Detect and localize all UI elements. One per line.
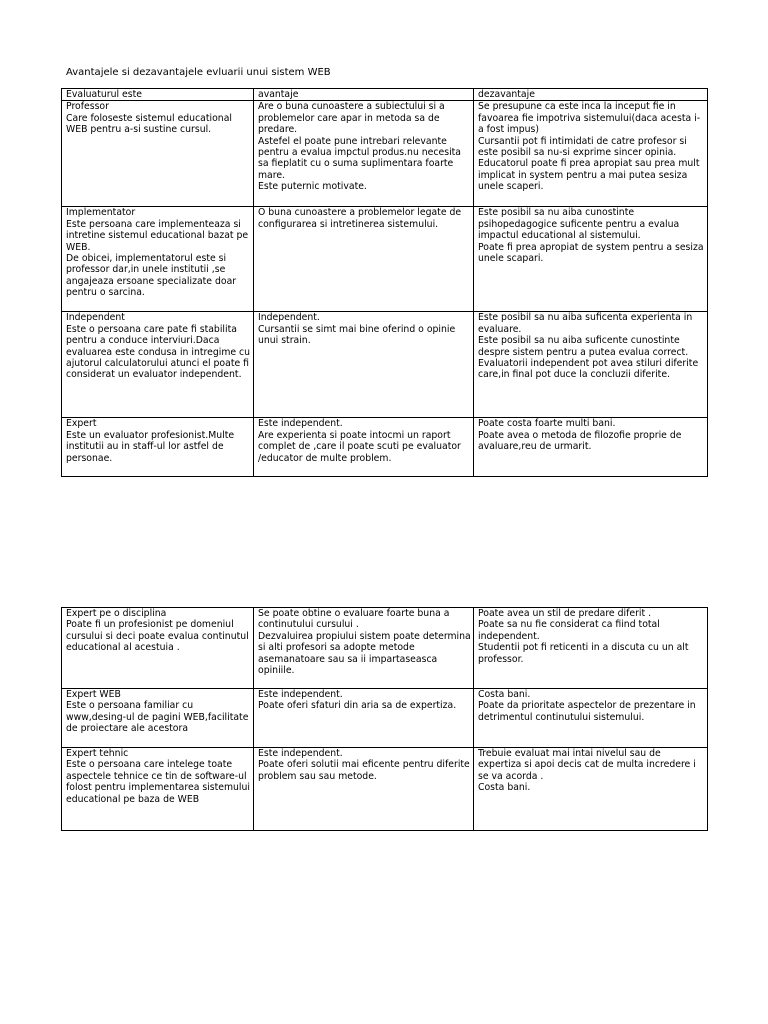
disadvantages-cell: Costa bani. Poate da prioritate aspectelor de prezentare in detrimentul continutului sistemului. — [474, 689, 708, 748]
advantages-cell: O buna cunoastere a problemelor legate de configurarea si intretinerea sistemului. — [254, 207, 474, 312]
advantages-cell: Se poate obtine o evaluare foarte buna a continutului cursului . Dezvaluirea propiului sistem poate determina si alti profesori sa adopte metode asemanatoare sau sa ii impartaseasca opiniile. — [254, 608, 474, 689]
table-row — [62, 748, 708, 831]
role-cell: Expert tehnic Este o persoana care intelege toate aspectele tehnice ce tin de software-ul folost pentru implementarea sistemului educational pe baza de WEB — [62, 748, 254, 831]
role-cell: Expert Este un evaluator profesionist.Multe institutii au in staff-ul lor astfel de personae. — [62, 418, 254, 477]
table-row — [62, 207, 708, 312]
advantages-cell: Este independent. Poate oferi solutii mai eficente pentru diferite problem sau sau metode. — [254, 748, 474, 831]
disadvantages-cell: Este posibil sa nu aiba cunostinte psihopedagogice suficente pentru a evalua impactul educational al sistemului. Poate fi prea apropiat de system pentru a sesiza unele scapari. — [474, 207, 708, 312]
table-row — [62, 312, 708, 418]
table-header-row — [62, 89, 708, 101]
table-row — [62, 101, 708, 207]
advantages-cell: Este independent. Are experienta si poate intocmi un raport complet de ,care il poate scuti pe evaluator /educator de multe problem. — [254, 418, 474, 477]
disadvantages-cell: Trebuie evaluat mai intai nivelul sau de expertiza si apoi decis cat de multa incredere i se va acorda . Costa bani. — [474, 748, 708, 831]
disadvantages-cell: Se presupune ca este inca la inceput fie in favoarea fie impotriva sistemului(daca acesta i-a fost impus) Cursantii pot fi intimidati de catre profesor si este posibil sa nu-si exprime sincer opinia. Educatorul poate fi prea apropiat sau prea mult implicat in system pentru a mai putea sesiza unele scaperi. — [474, 101, 708, 207]
header-disadvantages: dezavantaje — [474, 89, 708, 101]
table-row — [62, 418, 708, 477]
header-advantages: avantaje — [254, 89, 474, 101]
table-row — [62, 689, 708, 748]
disadvantages-cell: Este posibil sa nu aiba suficenta experienta in evaluare. Este posibil sa nu aiba suficente cunostinte despre sistem pentru a putea evalua correct. Evaluatorii independent pot avea stiluri diferite care,in final pot duce la concluzii diferite. — [474, 312, 708, 418]
disadvantages-cell: Poate avea un stil de predare diferit . Poate sa nu fie considerat ca fiind total independent. Studentii pot fi reticenti in a discuta cu un alt professor. — [474, 608, 708, 689]
advantages-cell: Are o buna cunoastere a subiectului si a problemelor care apar in metoda sa de predare. Astefel el poate pune intrebari relevante pentru a evalua impctul produs.nu necesita sa fieplatit cu o suma suplimentara foarte mare. Este puternic motivate. — [254, 101, 474, 207]
role-cell: Expert WEB Este o persoana familiar cu www,desing-ul de pagini WEB,facilitate de proiectare ale acestora — [62, 689, 254, 748]
role-cell: Independent Este o persoana care pate fi stabilita pentru a conduce interviuri.Daca evaluarea este condusa in intregime cu ajutorul calculatorului atunci el poate fi considerat un evaluator independent. — [62, 312, 254, 418]
evaluator-comparison-table — [61, 88, 708, 477]
role-cell: Professor Care foloseste sistemul educational WEB pentru a-si sustine cursul. — [62, 101, 254, 207]
header-evaluator: Evaluaturul este — [62, 89, 254, 101]
role-cell: Implementator Este persoana care implementeaza si intretine sistemul educational bazat pe WEB. De obicei, implementatorul este si professor dar,in unele institutii ,se angajeaza ersoane specializate doar pentru o sarcina. — [62, 207, 254, 312]
advantages-cell: Este independent. Poate oferi sfaturi din aria sa de expertiza. — [254, 689, 474, 748]
advantages-cell: Independent. Cursantii se simt mai bine oferind o opinie unui strain. — [254, 312, 474, 418]
evaluator-comparison-table-continued — [61, 607, 708, 831]
disadvantages-cell: Poate costa foarte multi bani. Poate avea o metoda de filozofie proprie de avaluare,reu de urmarit. — [474, 418, 708, 477]
table-row — [62, 608, 708, 689]
document-title: Avantajele si dezavantajele evluarii unui sistem WEB — [66, 67, 331, 78]
role-cell: Expert pe o disciplina Poate fi un profesionist pe domeniul cursului si deci poate evalua continutul educational al acestuia . — [62, 608, 254, 689]
